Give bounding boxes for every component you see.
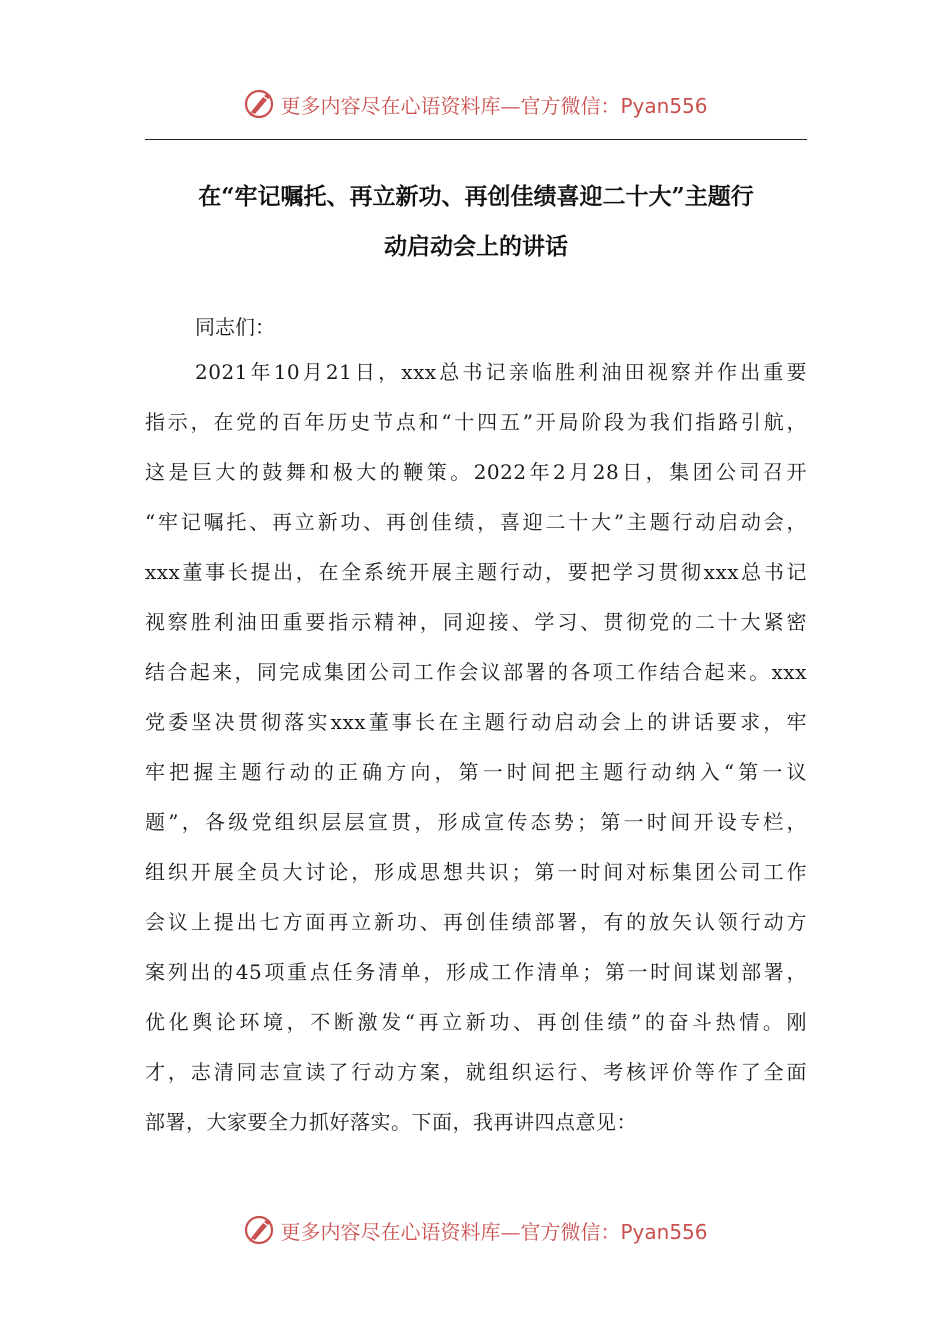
body-line: “牢记嘱托、再立新功、再创佳绩，喜迎二十大”主题行动启动会，	[145, 510, 807, 534]
header-divider	[145, 139, 807, 140]
pen-logo-icon	[242, 1213, 276, 1247]
title-line-1: 在“牢记嘱托、再立新功、再创佳绩喜迎二十大”主题行	[198, 183, 754, 210]
body-line: 优化舆论环境，不断激发“再立新功、再创佳绩”的奋斗热情。刚	[145, 1010, 807, 1034]
body-line: 题”，各级党组织层层宣贯，形成宣传态势；第一时间开设专栏，	[145, 810, 807, 834]
document-title	[145, 172, 807, 272]
body-line: 会议上提出七方面再立新功、再创佳绩部署，有的放矢认领行动方	[145, 910, 807, 934]
footer-banner-label: 更多内容尽在心语资料库—官方微信：	[280, 1219, 621, 1244]
footer-banner	[0, 1210, 950, 1250]
body-line: 这是巨大的鼓舞和极大的鞭策。2022年2月28日，集团公司召开	[145, 460, 807, 484]
footer-wechat-id: Pyan556	[620, 1219, 708, 1244]
footer-banner-text	[280, 1216, 707, 1245]
body-line: 组织开展全员大讨论，形成思想共识；第一时间对标集团公司工作	[145, 860, 807, 884]
body-line: 部署，大家要全力抓好落实。下面，我再讲四点意见：	[145, 1110, 637, 1134]
body-line: 2021年10月21日，xxx总书记亲临胜利油田视察并作出重要	[195, 360, 807, 384]
greeting: 同志们：	[195, 315, 275, 339]
body-line: 牢把握主题行动的正确方向，第一时间把主题行动纳入“第一议	[145, 760, 807, 784]
header-banner-label: 更多内容尽在心语资料库—官方微信：	[280, 93, 621, 118]
body-paragraph	[145, 347, 807, 1147]
header-banner-text	[280, 90, 707, 119]
body-line: xxx董事长提出，在全系统开展主题行动，要把学习贯彻xxx总书记	[145, 560, 807, 584]
body-line: 党委坚决贯彻落实xxx董事长在主题行动启动会上的讲话要求，牢	[145, 710, 807, 734]
body-line: 指示，在党的百年历史节点和“十四五”开局阶段为我们指路引航，	[145, 410, 807, 434]
body-line: 才，志清同志宣读了行动方案，就组织运行、考核评价等作了全面	[145, 1060, 807, 1084]
header-banner	[0, 84, 950, 124]
title-line-2: 动启动会上的讲话	[384, 233, 568, 260]
header-wechat-id: Pyan556	[620, 93, 708, 118]
body-line: 案列出的45项重点任务清单，形成工作清单；第一时间谋划部署，	[145, 960, 807, 984]
pen-logo-icon	[242, 87, 276, 121]
body-line: 视察胜利油田重要指示精神，同迎接、学习、贯彻党的二十大紧密	[145, 610, 807, 634]
body-line: 结合起来，同完成集团公司工作会议部署的各项工作结合起来。xxx	[145, 660, 807, 684]
